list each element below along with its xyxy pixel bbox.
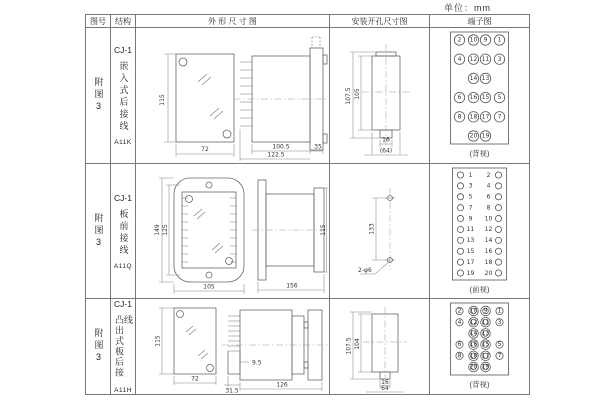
- svg-text:17: 17: [466, 258, 475, 266]
- svg-text:6: 6: [457, 94, 462, 102]
- svg-text:5: 5: [497, 341, 502, 349]
- svg-text:9: 9: [468, 214, 473, 222]
- terminal-cell-1: [430, 28, 529, 164]
- pin-comb: [228, 316, 240, 351]
- svg-text:6: 6: [486, 193, 491, 201]
- outline-cell-1: [136, 28, 330, 164]
- svg-text:2: 2: [457, 36, 462, 44]
- structure-cell-1: [111, 28, 136, 164]
- svg-text:5: 5: [468, 193, 473, 201]
- col-header-mount: 安装开孔尺寸图: [330, 15, 430, 28]
- svg-text:2: 2: [457, 307, 462, 315]
- fig-no-1: 附图3: [93, 77, 104, 114]
- svg-text:17: 17: [481, 113, 490, 121]
- svg-text:5: 5: [497, 94, 502, 102]
- structure-desc-1: 嵌入式后接线: [118, 61, 129, 133]
- dimension-table: [85, 14, 530, 395]
- view-label-2: (前视): [469, 284, 490, 294]
- svg-text:18: 18: [484, 258, 493, 266]
- hatch-marks: [198, 74, 223, 119]
- terminal-diagram-3: [430, 301, 529, 377]
- mount-cell-1: [330, 28, 430, 164]
- svg-text:11: 11: [466, 225, 475, 233]
- dim-mount-outer-1: 107.5: [345, 87, 352, 105]
- fig-no-cell-1: [86, 28, 111, 164]
- view-label-1: (背视): [469, 149, 490, 158]
- dim-body-depth-1: 100.5: [272, 143, 290, 151]
- mount-cell-3: [330, 299, 430, 394]
- svg-text:10: 10: [469, 307, 478, 315]
- svg-text:9: 9: [483, 36, 488, 44]
- structure-desc-2: 板前接线: [118, 208, 129, 257]
- svg-text:20: 20: [469, 132, 478, 140]
- dim-notch-width-1: 16: [382, 136, 390, 144]
- svg-text:17: 17: [481, 352, 490, 360]
- svg-text:16: 16: [469, 341, 478, 349]
- svg-text:4: 4: [457, 55, 462, 63]
- mount-drawing-3: [330, 300, 429, 394]
- svg-text:12: 12: [469, 55, 478, 63]
- svg-text:10: 10: [484, 214, 493, 222]
- hatch-marks: [186, 326, 208, 359]
- svg-text:3: 3: [497, 55, 502, 63]
- svg-text:12: 12: [469, 318, 478, 326]
- svg-text:14: 14: [469, 330, 478, 337]
- svg-text:7: 7: [468, 203, 473, 211]
- col-header-fig-no: 图号: [86, 15, 111, 28]
- dim-mount-inner-3: 104: [354, 337, 361, 350]
- outline-drawing-1: [136, 28, 329, 163]
- dim-mount-width-1: (64): [379, 147, 393, 155]
- structure-cell-2: [111, 164, 136, 299]
- svg-text:4: 4: [486, 182, 491, 190]
- dim-front-height-3: 115: [154, 334, 162, 347]
- outline-cell-2: [136, 164, 330, 299]
- terminal-comb: [182, 198, 236, 262]
- dim-front-height-1: 115: [159, 94, 166, 106]
- type-code-1: A11K: [114, 139, 132, 146]
- svg-text:13: 13: [466, 236, 475, 244]
- svg-text:18: 18: [469, 113, 478, 121]
- svg-text:12: 12: [484, 225, 493, 233]
- dim-front-outer-height-2: 149: [154, 224, 161, 236]
- unit-label: 单位：mm: [444, 3, 491, 13]
- mount-drawing-1: [330, 28, 429, 163]
- dim-front-width-3: 72: [191, 375, 199, 382]
- svg-text:4: 4: [457, 318, 462, 326]
- svg-text:19: 19: [481, 132, 490, 140]
- svg-text:11: 11: [481, 55, 490, 63]
- svg-text:1: 1: [468, 171, 473, 179]
- dim-pin-depth-3: 31.5: [225, 387, 239, 394]
- fig-no-3: 附图3: [93, 328, 104, 365]
- dim-mount-width-3: 64: [381, 384, 389, 392]
- terminal-cell-3: [430, 299, 529, 394]
- svg-text:15: 15: [466, 247, 475, 255]
- svg-text:2: 2: [486, 171, 491, 179]
- terminal-cell-2: [430, 164, 529, 299]
- svg-text:16: 16: [469, 94, 478, 102]
- dim-flange-depth-1: 35: [314, 143, 322, 151]
- svg-text:10: 10: [469, 36, 478, 44]
- svg-text:13: 13: [481, 330, 490, 337]
- mount-cell-2: [330, 164, 430, 299]
- col-header-structure: 结构: [111, 15, 136, 28]
- dim-side-height-2: 115: [320, 224, 327, 236]
- col-header-terminal: 端子图: [430, 15, 529, 28]
- svg-text:3: 3: [468, 182, 473, 190]
- dim-body-depth-2: 156: [286, 282, 298, 290]
- svg-text:13: 13: [481, 75, 490, 82]
- svg-text:15: 15: [481, 94, 490, 102]
- dim-holes-2: 2-φ6: [358, 267, 372, 274]
- dim-body-depth-3: 126: [276, 381, 288, 388]
- svg-text:19: 19: [481, 363, 490, 371]
- svg-text:16: 16: [484, 247, 493, 255]
- svg-text:20: 20: [484, 269, 493, 277]
- svg-text:18: 18: [469, 352, 478, 360]
- fig-no-cell-3: [86, 299, 111, 394]
- col-header-outline: 外 形 尺 寸 图: [136, 15, 330, 28]
- dim-hole-spacing-2: 133: [368, 223, 376, 235]
- dim-total-depth-1: 122.5: [267, 151, 285, 159]
- model-3: CJ-1: [114, 299, 132, 309]
- mount-drawing-2: [330, 164, 429, 298]
- pin-comb: [240, 62, 252, 126]
- dim-notch-width-3: 16: [381, 378, 389, 386]
- dim-mount-outer-3: 107.5: [345, 336, 353, 355]
- svg-text:15: 15: [481, 341, 490, 349]
- outline-cell-3: [136, 299, 330, 394]
- svg-text:8: 8: [457, 113, 462, 121]
- svg-text:14: 14: [469, 75, 478, 82]
- model-2: CJ-1: [114, 192, 132, 203]
- svg-text:8: 8: [457, 352, 462, 360]
- type-code-2: A11Q: [113, 262, 133, 270]
- dim-mount-inner-1: 105: [354, 88, 361, 100]
- terminal-diagram-2: [430, 166, 529, 282]
- structure-desc-3: 凸出式板后接线: [114, 315, 133, 378]
- svg-text:8: 8: [486, 203, 491, 211]
- dim-front-inner-height-2: 125: [162, 224, 169, 236]
- dim-front-width-1: 72: [201, 146, 209, 153]
- svg-text:20: 20: [469, 363, 478, 371]
- type-code-3: A11H: [114, 387, 132, 394]
- hatch-marks: [194, 209, 223, 253]
- model-1: CJ-1: [114, 45, 132, 55]
- outline-drawing-3: [136, 300, 329, 394]
- structure-cell-3: [111, 299, 136, 394]
- svg-text:7: 7: [497, 352, 502, 360]
- svg-text:19: 19: [466, 269, 475, 277]
- svg-text:11: 11: [481, 318, 490, 326]
- svg-text:1: 1: [497, 307, 502, 315]
- svg-text:14: 14: [484, 236, 493, 244]
- terminal-diagram-1: [430, 30, 529, 146]
- svg-text:6: 6: [457, 341, 462, 349]
- fig-no-cell-2: [86, 164, 111, 299]
- svg-text:3: 3: [497, 318, 502, 326]
- svg-text:1: 1: [497, 36, 502, 44]
- view-label-3: (背视): [469, 380, 490, 389]
- outline-drawing-2: [136, 164, 329, 298]
- dim-stud-offset-3: 9.5: [252, 359, 262, 366]
- fig-no-2: 附图3: [93, 212, 104, 250]
- svg-text:7: 7: [497, 113, 502, 121]
- dim-front-width-2: 105: [203, 283, 215, 291]
- svg-text:9: 9: [483, 307, 488, 315]
